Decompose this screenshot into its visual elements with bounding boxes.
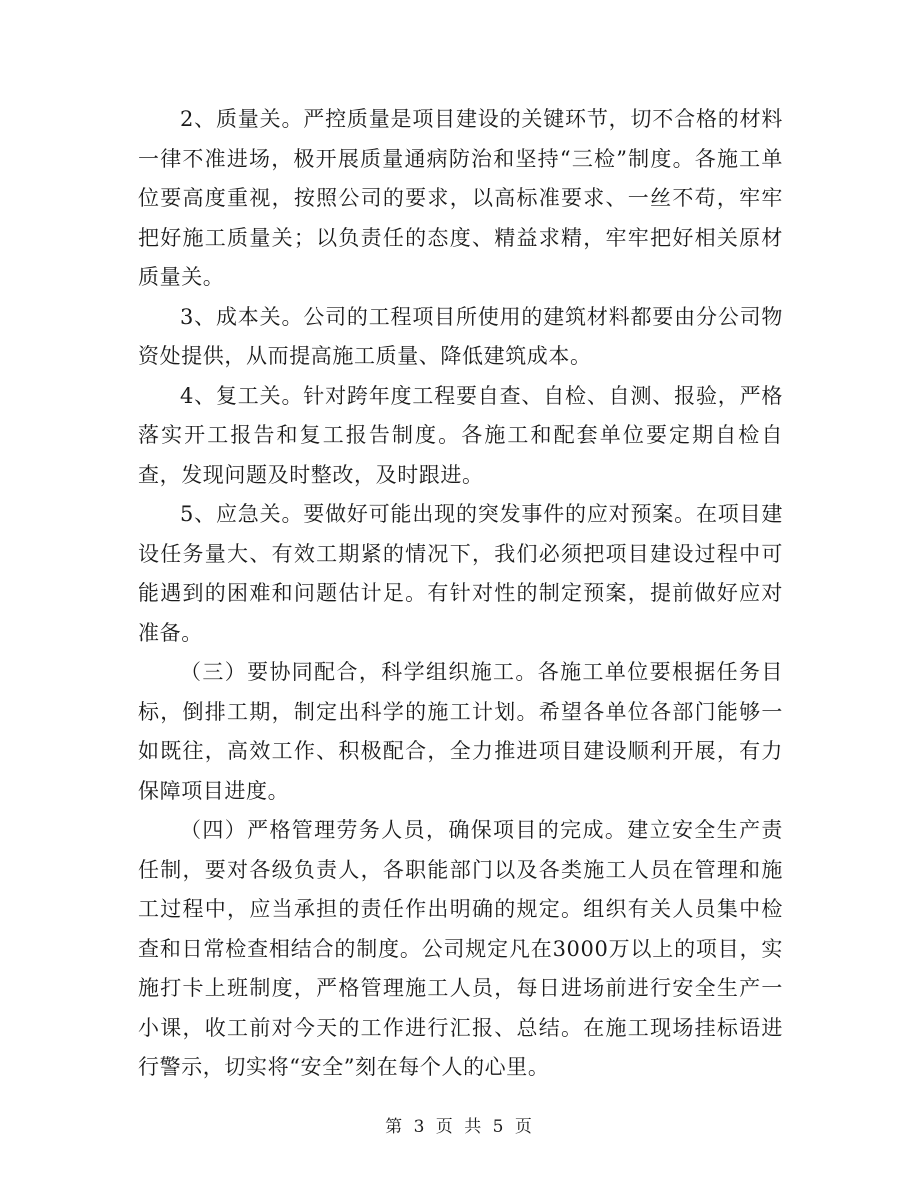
paragraph-section-cooperation: （三）要协同配合，科学组织施工。各施工单位要根据任务目标，倒排工期，制定出科学的施工计划。希望各单位各部门能够一如既往，高效工作、积极配合，全力推进项目建设顺利开展，有力保障项目进度。 <box>138 660 783 803</box>
page-number-footer: 第 3 页 共 5 页 <box>385 1117 535 1137</box>
paragraph-emergency-check: 5、应急关。要做好可能出现的突发事件的应对预案。在项目建设任务量大、有效工期紧的情况下，我们必须把项目建设过程中可能遇到的困难和问题估计足。有针对性的制定预案，提前做好应对准备。 <box>138 502 783 645</box>
document-body <box>138 100 783 1088</box>
paragraph-resumption-check: 4、复工关。针对跨年度工程要自查、自检、自测、报验，严格落实开工报告和复工报告制度。各施工和配套单位要定期自检自查，发现问题及时整改，及时跟进。 <box>138 383 783 487</box>
paragraph-cost-check: 3、成本关。公司的工程项目所使用的建筑材料都要由分公司物资处提供，从而提高施工质量、降低建筑成本。 <box>138 304 783 368</box>
paragraph-quality-check: 2、质量关。严控质量是项目建设的关键环节，切不合格的材料一律不准进场，极开展质量通病防治和坚持“三检”制度。各施工单位要高度重视，按照公司的要求，以高标准要求、一丝不苟，牢牢把好施工质量关；以负责任的态度、精益求精，牢牢把好相关原材质量关。 <box>138 107 783 289</box>
paragraph-section-labor-management: （四）严格管理劳务人员，确保项目的完成。建立安全生产责任制，要对各级负责人，各职能部门以及各类施工人员在管理和施工过程中，应当承担的责任作出明确的规定。组织有关人员集中检查和日常检查相结合的制度。公司规定凡在3000万以上的项目，实施打卡上班制度，严格管理施工人员，每日进场前进行安全生产一小课，收工前对今天的工作进行汇报、总结。在施工现场挂标语进行警示，切实将“安全”刻在每个人的心里。 <box>138 818 783 1079</box>
